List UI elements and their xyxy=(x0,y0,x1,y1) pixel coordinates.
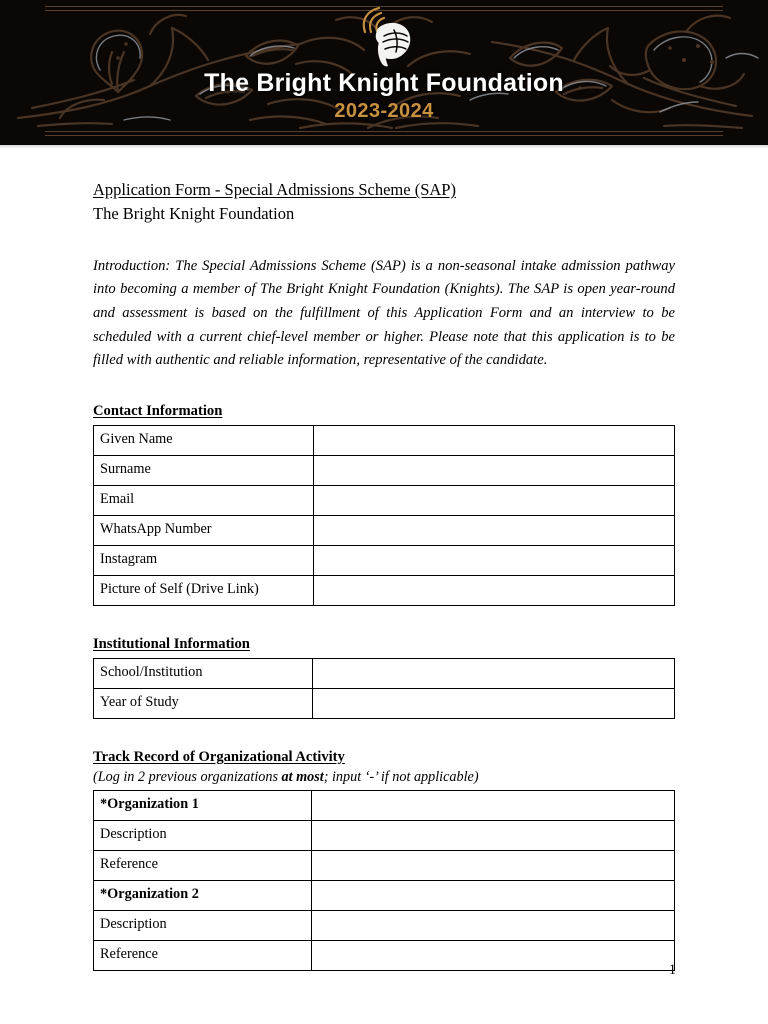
field-label: *Organization 1 xyxy=(94,791,312,821)
field-input-cell[interactable] xyxy=(312,881,675,911)
section-heading-institution: Institutional Information xyxy=(93,636,250,653)
page-subtitle: The Bright Knight Foundation xyxy=(93,204,295,224)
track-record-table-body xyxy=(94,791,675,971)
contact-table-body xyxy=(94,426,675,606)
field-label: Description xyxy=(94,821,312,851)
field-input-cell[interactable] xyxy=(314,426,675,456)
field-label: Description xyxy=(94,911,312,941)
field-label: Reference xyxy=(94,941,312,971)
table-row xyxy=(94,821,675,851)
field-input-cell[interactable] xyxy=(314,576,675,606)
field-input-cell[interactable] xyxy=(312,851,675,881)
field-input-cell[interactable] xyxy=(313,689,675,719)
institutional-information-table xyxy=(93,658,675,719)
field-label: WhatsApp Number xyxy=(94,516,314,546)
section-heading-contact: Contact Information xyxy=(93,403,223,420)
track-record-note-suffix: ; input ‘-’ if not applicable) xyxy=(323,769,479,786)
section-heading-track-record: Track Record of Organizational Activity xyxy=(93,749,345,766)
field-input-cell[interactable] xyxy=(314,546,675,576)
field-input-cell[interactable] xyxy=(312,791,675,821)
field-label: *Organization 2 xyxy=(94,881,312,911)
table-row xyxy=(94,851,675,881)
track-record-note-emphasis: at most xyxy=(281,769,324,786)
field-label: Instagram xyxy=(94,546,314,576)
contact-information-table xyxy=(93,425,675,606)
field-label: Reference xyxy=(94,851,312,881)
field-label: Year of Study xyxy=(94,689,313,719)
table-row xyxy=(94,791,675,821)
table-row xyxy=(94,426,675,456)
table-row xyxy=(94,516,675,546)
table-row xyxy=(94,456,675,486)
track-record-note-prefix: (Log in 2 previous organizations xyxy=(93,769,282,786)
banner-year: 2023-2024 xyxy=(334,100,434,123)
field-label: Picture of Self (Drive Link) xyxy=(94,576,314,606)
institution-table-body xyxy=(94,659,675,719)
field-input-cell[interactable] xyxy=(314,486,675,516)
field-input-cell[interactable] xyxy=(314,516,675,546)
field-label: Email xyxy=(94,486,314,516)
header-banner xyxy=(0,0,768,145)
field-input-cell[interactable] xyxy=(313,659,675,689)
track-record-note xyxy=(93,769,675,786)
table-row xyxy=(94,881,675,911)
banner-title: The Bright Knight Foundation xyxy=(204,69,564,97)
page-number: 1 xyxy=(668,962,676,978)
banner-shadow xyxy=(0,145,768,149)
introduction-paragraph: Introduction: The Special Admissions Scheme (SAP) is a non-seasonal intake admission pathway into becoming a member of The Bright Knight Foundation (Knights). The SAP is open year-round and assessment is based on the fulfillment of this Application Form and an interview to be scheduled with a current chief-level member or higher. Please note that this application is to be filled with authentic and reliable information, representative of the candidate. xyxy=(93,257,675,369)
field-label: Given Name xyxy=(94,426,314,456)
document-body xyxy=(93,178,675,971)
track-record-table xyxy=(93,790,675,971)
table-row xyxy=(94,486,675,516)
page-title: Application Form - Special Admissions Scheme (SAP) xyxy=(93,180,456,199)
knight-helmet-icon xyxy=(341,6,427,68)
field-label: Surname xyxy=(94,456,314,486)
table-row xyxy=(94,659,675,689)
table-row xyxy=(94,911,675,941)
field-input-cell[interactable] xyxy=(312,821,675,851)
table-row xyxy=(94,576,675,606)
field-input-cell[interactable] xyxy=(312,911,675,941)
table-row xyxy=(94,689,675,719)
field-label: School/Institution xyxy=(94,659,313,689)
field-input-cell[interactable] xyxy=(314,456,675,486)
table-row xyxy=(94,546,675,576)
